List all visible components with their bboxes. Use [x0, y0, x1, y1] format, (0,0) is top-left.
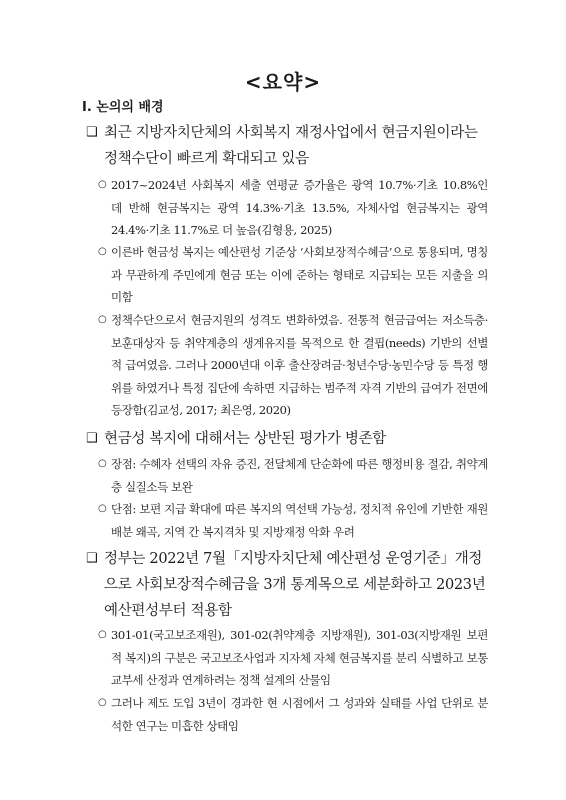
- circle-bullet-icon: ○: [98, 246, 107, 257]
- bullet-1-sub-3-text: 정책수단으로서 현금지원의 성격도 변화하였음. 전통적 현금급여는 저소득층·보훈대상자 등 취약계층의 생계유지를 목적으로 한 결핍(needs) 기반의 선별적 급여였음. 그러나 2000년대 이후 출산장려금·청년수당·농민수당 등 특정 행위를 하였거나 특정 집단에 속하면 지급하는 범주적 자격 기반의 급여가 전면에 등장함(김교성, 2017; 최은영, 2020): [111, 313, 488, 417]
- bullet-1-sub-2-text: 이른바 현금성 복지는 예산편성 기준상 ‘사회보장적수혜금’으로 통용되며, 명칭과 무관하게 주민에게 현금 또는 이에 준하는 형태로 지급되는 모든 지출을 의미함: [111, 245, 488, 304]
- bullet-3-sub-2-text: 그러나 제도 도입 3년이 경과한 현 시점에서 그 성과와 실태를 사업 단위로 분석한 연구는 미흡한 상태임: [111, 696, 488, 733]
- circle-bullet-icon: ○: [98, 179, 107, 190]
- bullet-1-sub-1: [98, 174, 488, 242]
- bullet-2-sub-1: [98, 453, 488, 498]
- section-heading: Ⅰ. 논의의 배경: [82, 100, 164, 115]
- bullet-3-text: 정부는 2022년 7월「지방자치단체 예산편성 운영기준」개정으로 사회보장적수혜금을 3개 통계목으로 세분화하고 2023년 예산편성부터 적용함: [104, 551, 486, 619]
- bullet-1-sub-2: [98, 241, 488, 309]
- bullet-2: [86, 426, 486, 452]
- square-bullet-icon: ❑: [86, 431, 98, 446]
- circle-bullet-icon: ○: [98, 629, 107, 640]
- bullet-3-sub-1-text: 301-01(국고보조재원), 301-02(취약계층 지방재원), 301-03(지방재원 보편적 복지)의 구분은 국고보조사업과 지자체 자체 현금복지를 분리 식별하고 보통교부세 산정과 연계하려는 정책 설계의 산물임: [111, 628, 488, 687]
- bullet-2-sub-2-text: 단점: 보편 지급 확대에 따른 복지의 역선택 가능성, 정치적 유인에 기반한 재원배분 왜곡, 지역 간 복지격차 및 지방재정 악화 우려: [111, 502, 488, 539]
- circle-bullet-icon: ○: [98, 697, 107, 708]
- bullet-1-sub-1-text: 2017~2024년 사회복지 세출 연평균 증가율은 광역 10.7%·기초 10.8%인 데 반해 현금복지는 광역 14.3%·기초 13.5%, 자체사업 현금복지는 광역 24.4%·기초 11.7%로 더 높음(김형용, 2025): [111, 178, 488, 237]
- bullet-1-sub-3: [98, 309, 488, 422]
- page-title: <요약>: [244, 70, 322, 94]
- bullet-3: [86, 546, 486, 624]
- circle-bullet-icon: ○: [98, 314, 107, 325]
- bullet-2-text: 현금성 복지에 대해서는 상반된 평가가 병존함: [104, 431, 386, 447]
- bullet-3-sub-2: [98, 692, 488, 737]
- bullet-2-sub-2: [98, 498, 488, 543]
- circle-bullet-icon: ○: [98, 503, 107, 514]
- circle-bullet-icon: ○: [98, 458, 107, 469]
- bullet-1-text: 최근 지방자치단체의 사회복지 재정사업에서 현금지원이라는 정책수단이 빠르게 확대되고 있음: [104, 125, 478, 167]
- bullet-2-sub-1-text: 장점: 수혜자 선택의 자유 증진, 전달체계 단순화에 따른 행정비용 절감, 취약계층 실질소득 보완: [111, 457, 488, 494]
- square-bullet-icon: ❑: [86, 551, 98, 566]
- bullet-1: [86, 120, 486, 172]
- square-bullet-icon: ❑: [86, 125, 98, 140]
- bullet-3-sub-1: [98, 624, 488, 692]
